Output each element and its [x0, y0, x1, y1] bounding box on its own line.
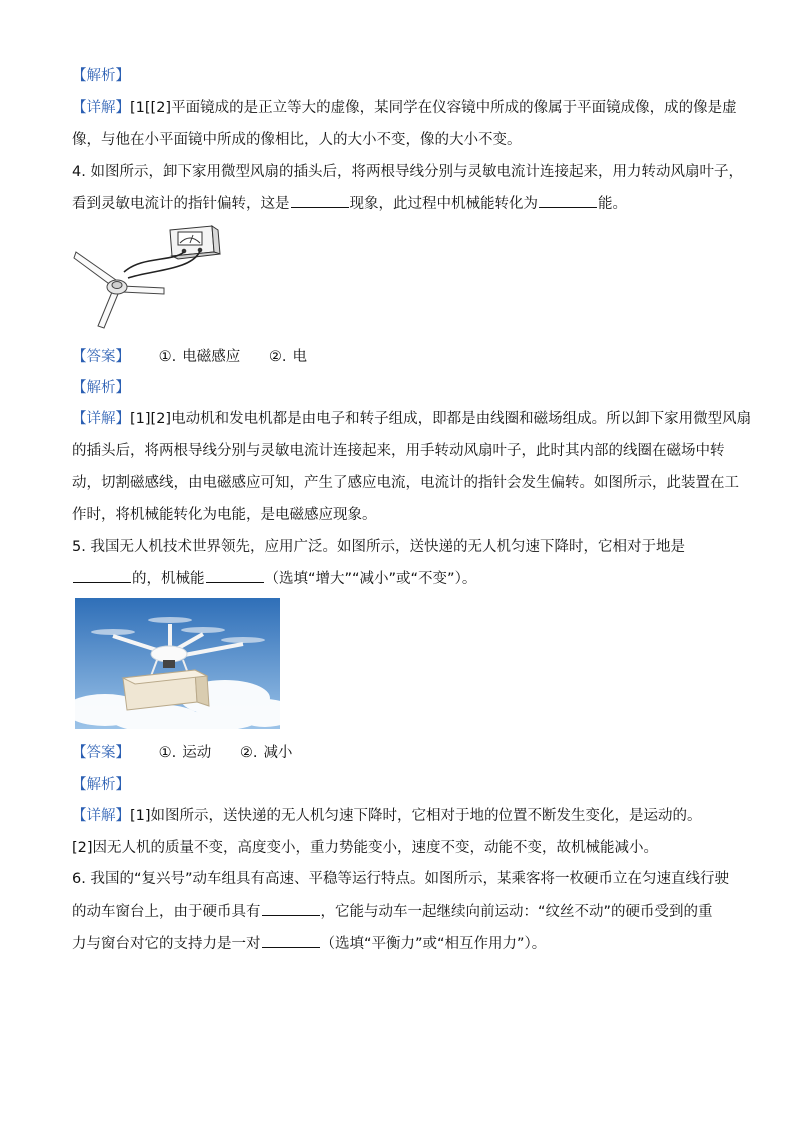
- question-4-line-1: 4. 如图所示，卸下家用微型风扇的插头后，将两根导线分别与灵敏电流计连接起来，用力转动风扇叶子，: [72, 164, 743, 180]
- question-text: 力与窗台对它的支持力是一对: [72, 936, 261, 952]
- question-text: 的，机械能: [132, 571, 205, 587]
- detail-text: [2]因无人机的质量不变，高度变小，重力势能变小，速度不变，动能不变，故机械能减小。: [72, 840, 659, 856]
- answer-label: 【答案】: [72, 745, 130, 761]
- fan-galvanometer-illustration-icon: [72, 222, 222, 332]
- answer-item: [159, 743, 212, 763]
- analysis-label: 【解析】: [72, 380, 130, 396]
- detail-text: 像，与他在小平面镜中所成的像相比，人的大小不变，像的大小不变。: [72, 132, 522, 148]
- question-text: 的动车窗台上，由于硬币具有: [72, 904, 261, 920]
- question-5-line-2: [72, 568, 476, 589]
- answer-item: [159, 347, 241, 367]
- question-text: ，它能与动车一起继续向前运动：“纹丝不动”的硬币受到的重: [320, 904, 713, 920]
- answer-item: [269, 347, 307, 367]
- drone-photo-icon: [75, 598, 280, 729]
- detail-label: 【详解】: [72, 411, 130, 427]
- analysis-label: 【解析】: [72, 777, 130, 793]
- question-text: 能。: [598, 196, 627, 212]
- answer-text: 电磁感应: [182, 349, 241, 365]
- question-6-line-2: [72, 901, 713, 922]
- answer-row: [72, 347, 307, 367]
- answer-label: 【答案】: [72, 349, 130, 365]
- question-text: （选填“增大”“减小”或“不变”）。: [264, 571, 477, 587]
- question-5-line-1: 5. 我国无人机技术世界领先，应用广泛。如图所示，送快递的无人机匀速下降时，它相对于地是: [72, 539, 685, 555]
- answer-blank: [539, 193, 597, 208]
- answer-number: ②.: [239, 745, 258, 761]
- detail-paragraph-line: [72, 806, 702, 826]
- answer-text: 电: [292, 349, 307, 365]
- analysis-label: 【解析】: [72, 68, 130, 84]
- detail-text: [1][2]电动机和发电机都是由电子和转子组成，即都是由线圈和磁场组成。所以卸下家用微型风扇: [130, 411, 752, 427]
- answer-number: ①.: [158, 349, 177, 365]
- detail-label: 【详解】: [72, 100, 130, 116]
- answer-item: [240, 743, 293, 763]
- detail-text: 作时，将机械能转化为电能，是电磁感应现象。: [72, 507, 377, 523]
- detail-paragraph-line: [72, 409, 751, 429]
- question-text: （选填“平衡力”或“相互作用力”）。: [320, 936, 547, 952]
- answer-number: ①.: [158, 745, 177, 761]
- answer-text: 减小: [263, 745, 293, 761]
- detail-text: [1]如图所示，送快递的无人机匀速下降时，它相对于地的位置不断发生变化，是运动的。: [130, 808, 702, 824]
- question-text: 现象，此过程中机械能转化为: [349, 196, 538, 212]
- answer-blank: [206, 568, 264, 583]
- answer-blank: [262, 901, 320, 916]
- fan-galvanometer-figure: [72, 222, 222, 332]
- delivery-drone-photo: [75, 598, 280, 729]
- detail-text: [1[[2]平面镜成的是正立等大的虚像，某同学在仪容镜中所成的像属于平面镜成像，成的像是虚: [130, 100, 737, 116]
- answer-blank: [73, 568, 131, 583]
- answer-blank: [262, 933, 320, 948]
- answer-blank: [291, 193, 349, 208]
- detail-text: 动，切割磁感线，由电磁感应可知，产生了感应电流，电流计的指针会发生偏转。如图所示，此装置在工: [72, 475, 739, 491]
- detail-text: 的插头后，将两根导线分别与灵敏电流计连接起来，用手转动风扇叶子，此时其内部的线圈在磁场中转: [72, 443, 725, 459]
- question-6-line-1: 6. 我国的“复兴号”动车组具有高速、平稳等运行特点。如图所示，某乘客将一枚硬币立在匀速直线行驶: [72, 871, 729, 887]
- detail-paragraph-line: [72, 98, 737, 118]
- question-4-line-2: [72, 193, 627, 214]
- question-6-line-3: [72, 933, 546, 954]
- detail-label: 【详解】: [72, 808, 130, 824]
- answer-number: ②.: [268, 349, 287, 365]
- question-text: 看到灵敏电流计的指针偏转，这是: [72, 196, 290, 212]
- answer-row: [72, 743, 292, 763]
- answer-text: 运动: [182, 745, 212, 761]
